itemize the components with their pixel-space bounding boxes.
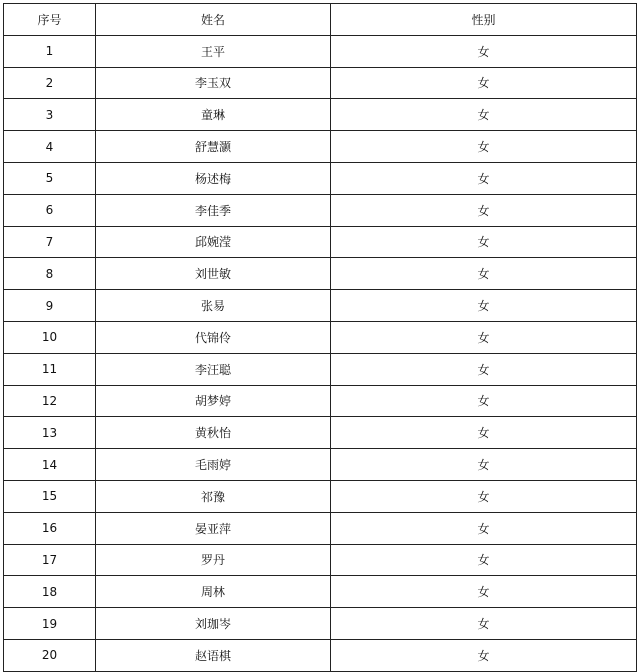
table-row — [4, 131, 637, 163]
gender-cell: 女 — [331, 639, 637, 671]
gender-cell: 女 — [331, 385, 637, 417]
name-cell: 晏亚萍 — [96, 512, 331, 544]
table-row — [4, 194, 637, 226]
gender-cell: 女 — [331, 480, 637, 512]
index-cell: 7 — [4, 226, 96, 258]
table-row — [4, 639, 637, 671]
name-cell: 祁豫 — [96, 480, 331, 512]
index-cell: 20 — [4, 639, 96, 671]
gender-cell: 女 — [331, 35, 637, 67]
index-cell: 9 — [4, 290, 96, 322]
gender-cell: 女 — [331, 449, 637, 481]
name-cell: 周林 — [96, 576, 331, 608]
table-row — [4, 417, 637, 449]
name-cell: 刘世敏 — [96, 258, 331, 290]
name-cell: 李汪聪 — [96, 353, 331, 385]
gender-cell: 女 — [331, 290, 637, 322]
gender-cell: 女 — [331, 131, 637, 163]
header-row — [4, 4, 637, 36]
table-row — [4, 449, 637, 481]
index-cell: 14 — [4, 449, 96, 481]
index-cell: 3 — [4, 99, 96, 131]
table-row — [4, 226, 637, 258]
index-cell: 8 — [4, 258, 96, 290]
index-cell: 10 — [4, 321, 96, 353]
index-cell: 4 — [4, 131, 96, 163]
table-row — [4, 544, 637, 576]
gender-cell: 女 — [331, 576, 637, 608]
table-row — [4, 321, 637, 353]
index-cell: 18 — [4, 576, 96, 608]
table-row — [4, 385, 637, 417]
name-cell: 邱婉滢 — [96, 226, 331, 258]
table-row — [4, 162, 637, 194]
header-index: 序号 — [4, 4, 96, 36]
name-cell: 李佳季 — [96, 194, 331, 226]
gender-cell: 女 — [331, 544, 637, 576]
table-row — [4, 258, 637, 290]
name-cell: 毛雨婷 — [96, 449, 331, 481]
name-cell: 杨述梅 — [96, 162, 331, 194]
name-cell: 胡梦婷 — [96, 385, 331, 417]
index-cell: 2 — [4, 67, 96, 99]
table-row — [4, 67, 637, 99]
table-row — [4, 99, 637, 131]
name-cell: 代锦伶 — [96, 321, 331, 353]
index-cell: 16 — [4, 512, 96, 544]
gender-cell: 女 — [331, 321, 637, 353]
table-row — [4, 512, 637, 544]
gender-cell: 女 — [331, 226, 637, 258]
name-cell: 李玉双 — [96, 67, 331, 99]
name-cell: 黄秋怡 — [96, 417, 331, 449]
gender-cell: 女 — [331, 353, 637, 385]
header-gender: 性别 — [331, 4, 637, 36]
index-cell: 17 — [4, 544, 96, 576]
index-cell: 6 — [4, 194, 96, 226]
student-table — [3, 3, 637, 672]
name-cell: 赵语棋 — [96, 639, 331, 671]
gender-cell: 女 — [331, 99, 637, 131]
table-row — [4, 353, 637, 385]
table-row — [4, 480, 637, 512]
index-cell: 1 — [4, 35, 96, 67]
header-name: 姓名 — [96, 4, 331, 36]
gender-cell: 女 — [331, 258, 637, 290]
table-row — [4, 290, 637, 322]
index-cell: 5 — [4, 162, 96, 194]
name-cell: 舒慧灏 — [96, 131, 331, 163]
index-cell: 15 — [4, 480, 96, 512]
gender-cell: 女 — [331, 162, 637, 194]
gender-cell: 女 — [331, 67, 637, 99]
index-cell: 19 — [4, 608, 96, 640]
table-row — [4, 576, 637, 608]
table-row — [4, 608, 637, 640]
gender-cell: 女 — [331, 608, 637, 640]
index-cell: 12 — [4, 385, 96, 417]
name-cell: 张易 — [96, 290, 331, 322]
index-cell: 13 — [4, 417, 96, 449]
gender-cell: 女 — [331, 512, 637, 544]
index-cell: 11 — [4, 353, 96, 385]
table-row — [4, 35, 637, 67]
name-cell: 罗丹 — [96, 544, 331, 576]
name-cell: 刘珈岑 — [96, 608, 331, 640]
name-cell: 王平 — [96, 35, 331, 67]
gender-cell: 女 — [331, 194, 637, 226]
gender-cell: 女 — [331, 417, 637, 449]
name-cell: 童琳 — [96, 99, 331, 131]
